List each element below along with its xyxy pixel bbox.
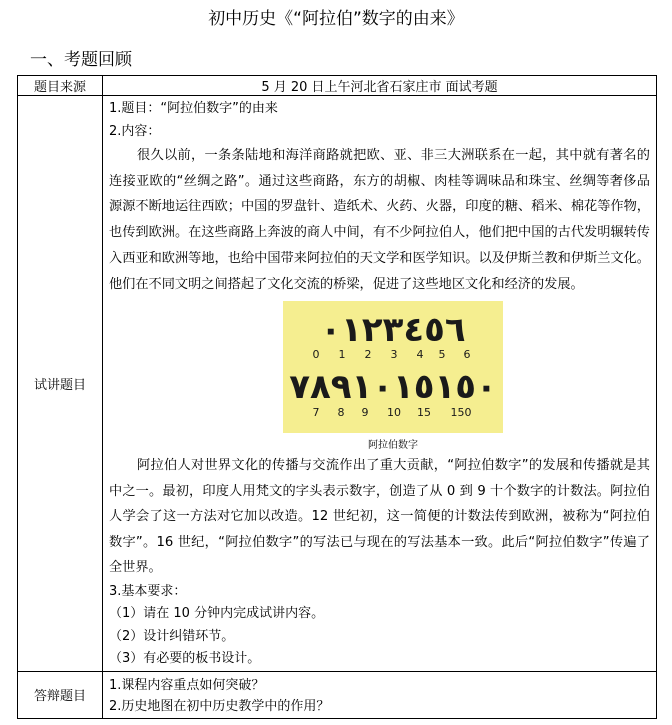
source-row (18, 76, 657, 96)
answer-item: 2.历史地图在初中历史教学中的作用？ (109, 698, 330, 714)
figure-caption: 阿拉伯数字 (368, 440, 418, 452)
paragraph-1: 很久以前，一条条陆地和海洋商路就把欧、亚、非三大洲联系在一起，其中就有著名的连接亚欧的“丝绸之路”。通过这些商路，东方的胡椒、肉桂等调味品和珠宝、丝绸等奢侈品源源不断地运往西欧；中国的罗盘针、造纸术、火药、火器，印度的糖、稻米、棉花等作物，也传到欧洲。在这些商路上奔波的商人中间，有不少阿拉伯人，他们把中国的古代发明辗转传入西亚和欧洲等地，也给中国带来阿拉伯的天文学和医学知识。以及伊斯兰教和伊斯兰文化。他们在不同文明之间搭起了文化交流的桥梁，促进了这些地区文化和经济的发展。 (109, 148, 650, 292)
topic-label: 试讲题目 (18, 96, 103, 672)
bottom-number: 10 (387, 406, 401, 420)
bottom-arabic-glyphs: ٧٨٩١٠١٥١٥٠ (289, 367, 497, 408)
topic-row (18, 96, 657, 672)
numerals-image (283, 301, 503, 433)
arabic-numerals-figure (283, 301, 503, 453)
bottom-number: 7 (312, 406, 320, 420)
top-number: 1 (338, 348, 346, 362)
bottom-number: 15 (417, 406, 431, 420)
topic-content (103, 96, 657, 672)
answer-label: 答辩题目 (18, 671, 103, 718)
top-number: 4 (416, 348, 424, 362)
topic-title: 1.题目：“阿拉伯数字”的由来 (109, 101, 278, 116)
section-heading: 一、考题回顾 (30, 50, 132, 70)
bottom-number: 150 (450, 406, 472, 420)
top-number: 0 (312, 348, 320, 362)
top-number: 6 (463, 348, 471, 362)
exam-table (17, 75, 657, 719)
top-number: 5 (438, 348, 446, 362)
document-title: 初中历史《“阿拉伯”数字的由来》 (208, 9, 464, 29)
source-label: 题目来源 (18, 76, 103, 96)
requirement-item: （1）请在 10 分钟内完成试讲内容。 (109, 606, 325, 622)
paragraph-2: 阿拉伯人对世界文化的传播与交流作出了重大贡献，“阿拉伯数字”的发展和传播就是其中之一。最初，印度人用梵文的字头表示数字，创造了从 0 到 9 十个数字的计数法。阿拉伯人学会了这一方法对它加以改造。12 世纪初，这一简便的计数法传到欧洲，被称为“阿拉伯数字”。16 世纪，“阿拉伯数字”的写法已与现在的写法基本一致。此后“阿拉伯数字”传遍了全世界。 (109, 458, 650, 576)
bottom-number: 8 (337, 406, 345, 420)
answer-content (103, 671, 657, 718)
answer-row (18, 671, 657, 718)
source-value: 5 月 20 日上午河北省石家庄市 面试考题 (103, 76, 657, 96)
numerals-svg (283, 301, 503, 433)
requirements-label: 3.基本要求： (109, 583, 187, 599)
requirement-item: （3）有必要的板书设计。 (109, 651, 261, 667)
content-label: 2.内容： (109, 123, 161, 139)
top-arabic-glyphs: ٠١٢٣٤٥٦ (320, 310, 466, 351)
top-number: 3 (390, 348, 398, 362)
bottom-number: 9 (361, 406, 369, 420)
top-number: 2 (364, 348, 372, 362)
answer-item: 1.课程内容重点如何突破？ (109, 677, 265, 693)
requirement-item: （2）设计纠错环节。 (109, 628, 235, 644)
